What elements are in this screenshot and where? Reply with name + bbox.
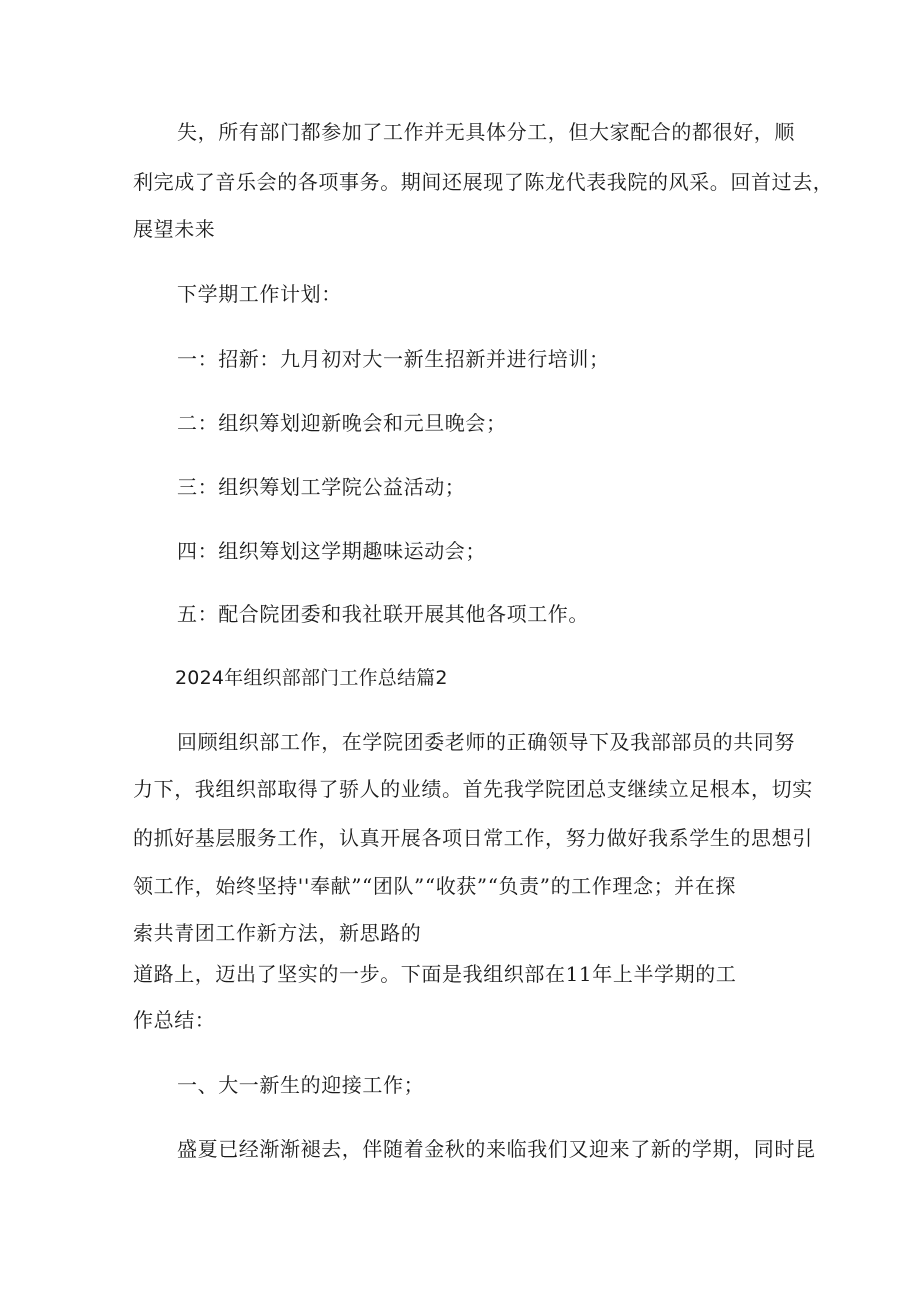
paragraph-line: 作总结： (133, 1008, 216, 1032)
plan-item: 四：组织筹划这学期趣味运动会； (177, 539, 486, 563)
plan-title: 下学期工作计划： (177, 282, 342, 306)
paragraph-line: 领工作，始终坚持''奉献”“团队”“收获”“负责”的工作理念；并在探 (133, 874, 736, 898)
section-heading: 2024年组织部部门工作总结篇2 (175, 667, 448, 689)
paragraph-line: 利完成了音乐会的各项事务。期间还展现了陈龙代表我院的风采。回首过去， (133, 170, 834, 194)
plan-item: 三：组织筹划工学院公益活动； (177, 475, 466, 499)
paragraph-line: 的抓好基层服务工作，认真开展各项日常工作，努力做好我系学生的思想引 (133, 826, 813, 850)
plan-item: 二：组织筹划迎新晚会和元旦晚会； (177, 411, 507, 435)
paragraph-line: 索共青团工作新方法，新思路的 (133, 921, 422, 945)
paragraph-line: 盛夏已经渐渐褪去，伴随着金秋的来临我们又迎来了新的学期，同时昆 (177, 1137, 816, 1161)
paragraph-line: 回顾组织部工作，在学院团委老师的正确领导下及我部部员的共同努 (177, 730, 795, 754)
plan-item: 一：招新：九月初对大一新生招新并进行培训； (177, 347, 610, 371)
paragraph-line: 道路上，迈出了坚实的一步。下面是我组织部在11年上半学期的工 (133, 962, 737, 986)
subheading: 一、大一新生的迎接工作； (177, 1073, 425, 1097)
paragraph-line: 失，所有部门都参加了工作并无具体分工，但大家配合的都很好，顺 (177, 120, 795, 144)
paragraph-line: 展望未来 (133, 217, 216, 241)
plan-item: 五：配合院团委和我社联开展其他各项工作。 (177, 602, 589, 626)
paragraph-line: 力下，我组织部取得了骄人的业绩。首先我学院团总支继续立足根本，切实 (133, 777, 813, 801)
